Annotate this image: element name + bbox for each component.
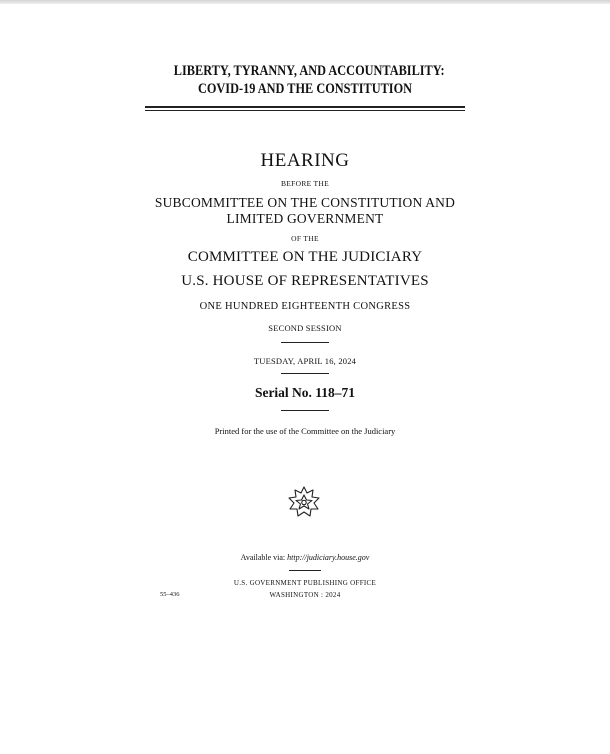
publication-location-year: WASHINGTON : 2024 (269, 591, 341, 599)
divider-rule (281, 342, 329, 343)
title-line-1: LIBERTY, TYRANNY, AND ACCOUNTABILITY: (173, 63, 445, 79)
hearing-date: TUESDAY, APRIL 16, 2024 (253, 356, 357, 366)
title-double-rule (145, 106, 465, 111)
printed-for-note: Printed for the use of the Committee on the Judiciary (214, 426, 396, 436)
subcommittee-line-1: SUBCOMMITTEE ON THE CONSTITUTION AND (154, 195, 456, 210)
jacket-number: 55–436 (160, 591, 180, 598)
viewer-top-edge (0, 0, 610, 4)
judiciary-url-link[interactable]: http://judiciary.house.gov (287, 553, 370, 562)
session-label: SECOND SESSION (268, 323, 342, 333)
publisher-name: U.S. GOVERNMENT PUBLISHING OFFICE (233, 579, 377, 587)
house-name: U.S. HOUSE OF REPRESENTATIVES (181, 273, 429, 289)
congress-label: ONE HUNDRED EIGHTEENTH CONGRESS (199, 301, 411, 312)
of-the-label: OF THE (291, 234, 319, 243)
before-the-label: BEFORE THE (280, 179, 330, 188)
divider-rule (281, 373, 329, 374)
available-label: Available via: (240, 553, 288, 562)
committee-name: COMMITTEE ON THE JUDICIARY (187, 249, 423, 265)
divider-rule (289, 570, 321, 571)
subcommittee-line-2: LIMITED GOVERNMENT (226, 211, 384, 226)
gpo-eagle-star-seal-icon (287, 485, 321, 519)
subcommittee-name (105, 195, 505, 227)
availability-note (105, 553, 505, 562)
document-title (173, 62, 445, 98)
divider-rule (281, 410, 329, 411)
hearing-heading: HEARING (260, 150, 350, 171)
title-line-2: COVID-19 AND THE CONSTITUTION (197, 81, 413, 97)
serial-number: Serial No. 118–71 (254, 385, 356, 400)
